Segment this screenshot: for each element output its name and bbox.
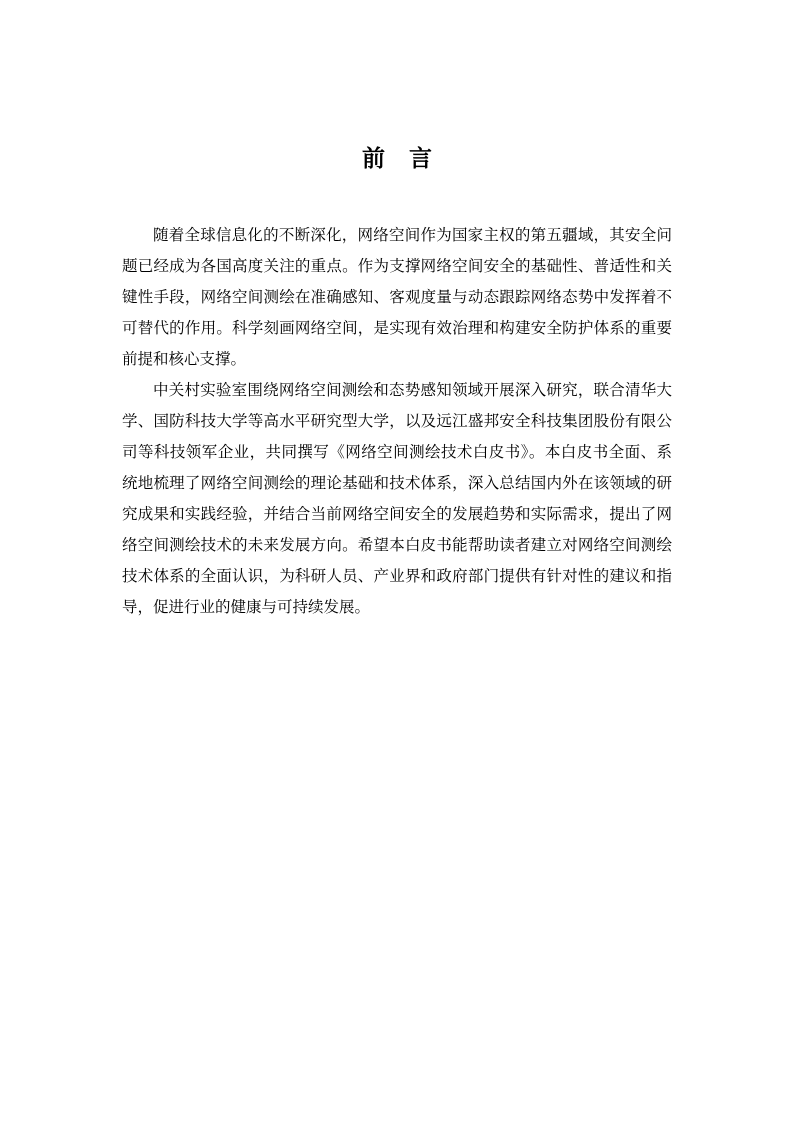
page-title xyxy=(0,141,794,177)
page-title-char-2: 言 xyxy=(409,146,432,172)
paragraph-1: 随着全球信息化的不断深化，网络空间作为国家主权的第五疆域，其安全问题已经成为各国高度关注的重点。作为支撑网络空间安全的基础性、普适性和关键性手段，网络空间测绘在准确感知、客观度量与动态跟踪网络态势中发挥着不可替代的作用。科学刻画网络空间，是实现有效治理和构建安全防护体系的重要前提和核心支撑。 xyxy=(122,226,672,368)
page-title-char-1: 前 xyxy=(362,146,385,172)
paragraph-2: 中关村实验室围绕网络空间测绘和态势感知领域开展深入研究，联合清华大学、国防科技大学等高水平研究型大学，以及远江盛邦安全科技集团股份有限公司等科技领军企业，共同撰写《网络空间测绘技术白皮书》。本白皮书全面、系统地梳理了网络空间测绘的理论基础和技术体系，深入总结国内外在该领域的研究成果和实践经验，并结合当前网络空间安全的发展趋势和实际需求，提出了网络空间测绘技术的未来发展方向。希望本白皮书能帮助读者建立对网络空间测绘技术体系的全面认识，为科研人员、产业界和政府部门提供有针对性的建议和指导，促进行业的健康与可持续发展。 xyxy=(122,381,672,616)
preface-body xyxy=(122,220,672,623)
